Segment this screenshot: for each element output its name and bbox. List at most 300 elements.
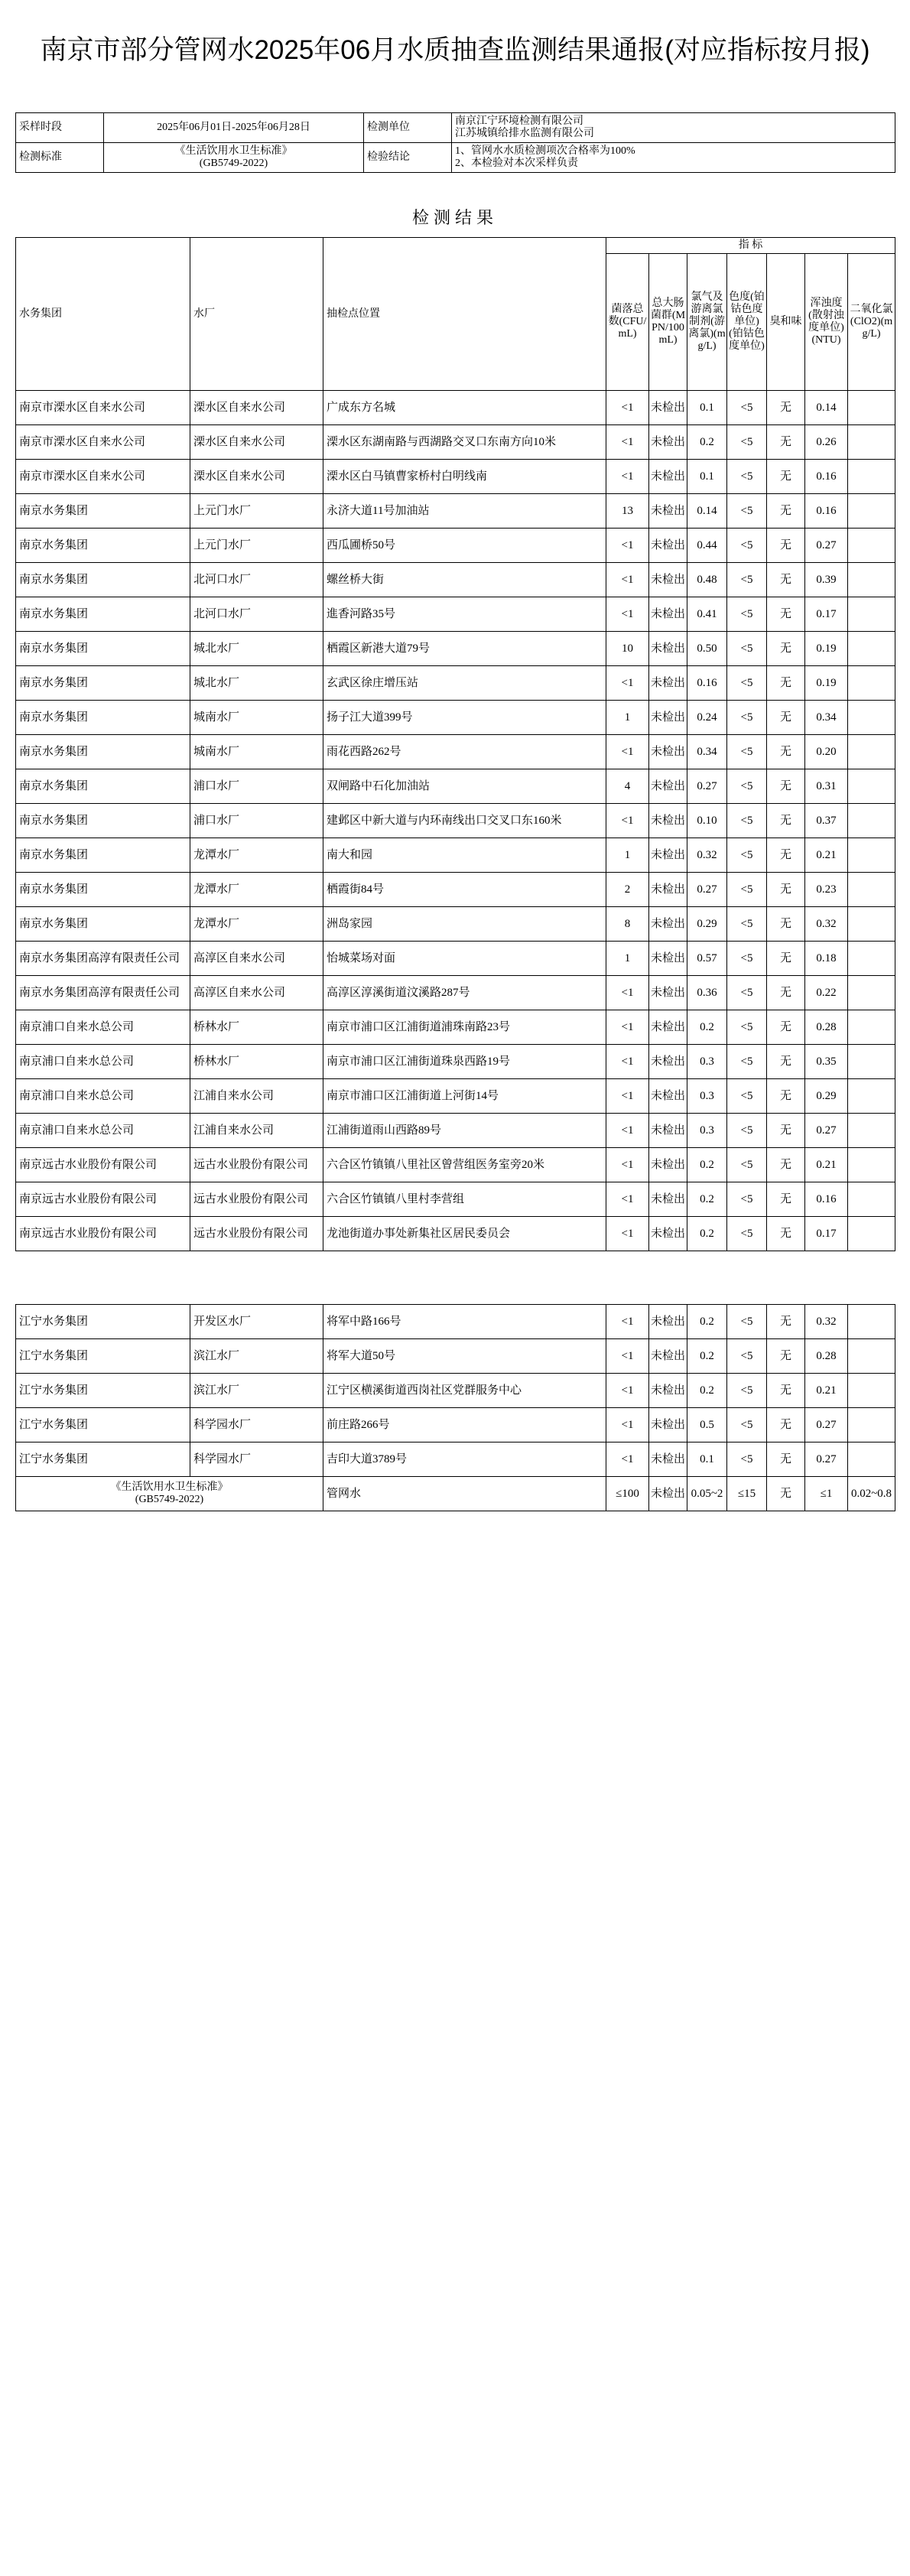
cell-turbidity: 0.27 [805,1408,848,1442]
cell-site: 高淳区淳溪街道汶溪路287号 [323,976,606,1010]
cell-turbidity: 0.39 [805,563,848,597]
cell-cl02 [848,942,895,976]
cell-site: 吉印大道3789号 [323,1442,606,1477]
cell-cl02 [848,1182,895,1217]
table-row [16,1114,895,1148]
cell-chlorine: 0.1 [687,460,727,494]
cell-color: <5 [727,597,767,632]
cell-bacteria: <1 [606,563,649,597]
cell-site: 進香河路35号 [323,597,606,632]
cell-turbidity: 0.21 [805,838,848,873]
cell-site: 怡城菜场对面 [323,942,606,976]
cell-plant: 溧水区自来水公司 [190,425,323,460]
cell-site: 西瓜圃桥50号 [323,529,606,563]
table-row [16,1079,895,1114]
table-row [16,1217,895,1251]
cell-site: 将军大道50号 [323,1339,606,1374]
cell-group: 南京浦口自来水总公司 [16,1045,190,1079]
cell-cl02 [848,666,895,701]
cell-cl02 [848,1442,895,1477]
cell-bacteria: <1 [606,1442,649,1477]
cell-turbidity: 0.20 [805,735,848,769]
cell-site: 六合区竹镇镇八里村李营组 [323,1182,606,1217]
table-row [16,701,895,735]
conclusion-label: 检验结论 [364,143,452,173]
standard-value [104,143,364,173]
period-label: 采样时段 [16,113,104,143]
cell-odor: 无 [767,1148,805,1182]
cell-cl02 [848,976,895,1010]
cell-chlorine: 0.41 [687,597,727,632]
cell-color: <5 [727,529,767,563]
cell-turbidity: 0.34 [805,701,848,735]
cell-color: <5 [727,701,767,735]
header-bacteria: 菌落总数(CFU/mL) [606,254,649,391]
cell-group: 江宁水务集团 [16,1305,190,1339]
results-table [15,237,895,1251]
conclusion-line-1: 1、管网水水质检测项次合格率为100% [455,145,635,157]
cell-chlorine: 0.5 [687,1408,727,1442]
cell-color: <5 [727,391,767,425]
header-coliform: 总大肠菌群(MPN/100mL) [649,254,687,391]
cell-cl02 [848,769,895,804]
table-row [16,1442,895,1477]
table-row [16,391,895,425]
cell-cl02 [848,1339,895,1374]
cell-cl02 [848,597,895,632]
cell-group: 南京浦口自来水总公司 [16,1010,190,1045]
cell-cl02 [848,391,895,425]
cell-coliform: 未检出 [649,735,687,769]
cell-turbidity: 0.28 [805,1010,848,1045]
cell-chlorine: 0.3 [687,1079,727,1114]
cell-odor: 无 [767,1442,805,1477]
cell-bacteria: <1 [606,1114,649,1148]
cell-turbidity: 0.19 [805,666,848,701]
cell-chlorine: 0.16 [687,666,727,701]
cell-odor: 无 [767,460,805,494]
cell-chlorine: 0.48 [687,563,727,597]
cell-plant: 高淳区自来水公司 [190,976,323,1010]
standard-bacteria: ≤100 [606,1477,649,1511]
conclusion-line-2: 2、本检验对本次采样负责 [455,158,578,169]
cell-turbidity: 0.14 [805,391,848,425]
cell-coliform: 未检出 [649,1217,687,1251]
table-row [16,597,895,632]
cell-odor: 无 [767,942,805,976]
cell-group: 南京水务集团高淳有限责任公司 [16,942,190,976]
cell-chlorine: 0.57 [687,942,727,976]
testing-units [452,113,895,143]
header-color: 色度(铂钴色度单位)(铂钴色度单位) [727,254,767,391]
cell-coliform: 未检出 [649,769,687,804]
cell-coliform: 未检出 [649,804,687,838]
table-row [16,563,895,597]
cell-odor: 无 [767,563,805,597]
results-table-jiangning [15,1304,895,1511]
cell-chlorine: 0.2 [687,1339,727,1374]
cell-site: 南京市浦口区江浦街道珠泉西路19号 [323,1045,606,1079]
cell-turbidity: 0.31 [805,769,848,804]
cell-group: 南京水务集团 [16,907,190,942]
cell-color: <5 [727,1442,767,1477]
cell-odor: 无 [767,1114,805,1148]
table-row [16,1305,895,1339]
cell-bacteria: 1 [606,942,649,976]
table-row [16,425,895,460]
cell-plant: 龙潭水厂 [190,907,323,942]
cell-color: <5 [727,1217,767,1251]
header-cl02: 二氧化氯(ClO2)(mg/L) [848,254,895,391]
cell-chlorine: 0.2 [687,1182,727,1217]
cell-group: 南京水务集团 [16,804,190,838]
cell-coliform: 未检出 [649,666,687,701]
cell-bacteria: <1 [606,735,649,769]
cell-odor: 无 [767,1010,805,1045]
cell-bacteria: <1 [606,1305,649,1339]
cell-turbidity: 0.27 [805,529,848,563]
results-section-title: 检测结果 [411,208,498,227]
cell-turbidity: 0.32 [805,907,848,942]
standard-turbidity: ≤1 [805,1477,848,1511]
cell-site: 六合区竹镇镇八里社区曾营组医务室旁20米 [323,1148,606,1182]
standard-color: ≤15 [727,1477,767,1511]
cell-turbidity: 0.32 [805,1305,848,1339]
table-row [16,769,895,804]
cell-coliform: 未检出 [649,1114,687,1148]
table-row [16,976,895,1010]
cell-group: 南京市溧水区自来水公司 [16,391,190,425]
header-group: 水务集团 [16,238,190,391]
cell-coliform: 未检出 [649,1374,687,1408]
table-row [16,529,895,563]
cell-plant: 滨江水厂 [190,1339,323,1374]
cell-plant: 江浦自来水公司 [190,1114,323,1148]
cell-color: <5 [727,425,767,460]
cell-group: 南京远古水业股份有限公司 [16,1217,190,1251]
cell-cl02 [848,494,895,529]
standard-code: (GB5749-2022) [199,158,268,169]
cell-group: 江宁水务集团 [16,1374,190,1408]
cell-turbidity: 0.21 [805,1374,848,1408]
cell-color: <5 [727,1408,767,1442]
header-indicators: 指 标 [606,238,895,254]
cell-turbidity: 0.16 [805,1182,848,1217]
cell-plant: 高淳区自来水公司 [190,942,323,976]
cell-site: 扬子江大道399号 [323,701,606,735]
cell-group: 南京水务集团 [16,597,190,632]
cell-chlorine: 0.50 [687,632,727,666]
cell-coliform: 未检出 [649,632,687,666]
table-row [16,460,895,494]
cell-color: <5 [727,1182,767,1217]
cell-plant: 溧水区自来水公司 [190,460,323,494]
cell-cl02 [848,1045,895,1079]
cell-bacteria: <1 [606,425,649,460]
cell-group: 南京水务集团 [16,563,190,597]
cell-plant: 滨江水厂 [190,1374,323,1408]
cell-site: 南大和园 [323,838,606,873]
cell-color: <5 [727,873,767,907]
cell-plant: 江浦自来水公司 [190,1079,323,1114]
table-row [16,804,895,838]
cell-color: <5 [727,1079,767,1114]
cell-bacteria: <1 [606,804,649,838]
cell-chlorine: 0.34 [687,735,727,769]
cell-coliform: 未检出 [649,942,687,976]
cell-site: 溧水区白马镇曹家桥村白明线南 [323,460,606,494]
cell-chlorine: 0.24 [687,701,727,735]
cell-plant: 远古水业股份有限公司 [190,1217,323,1251]
cell-bacteria: 1 [606,701,649,735]
cell-coliform: 未检出 [649,976,687,1010]
cell-group: 南京水务集团 [16,838,190,873]
cell-odor: 无 [767,1079,805,1114]
cell-bacteria: <1 [606,460,649,494]
cell-turbidity: 0.35 [805,1045,848,1079]
cell-plant: 桥林水厂 [190,1010,323,1045]
cell-plant: 开发区水厂 [190,1305,323,1339]
table-row [16,494,895,529]
table-row [16,907,895,942]
table-row [16,1374,895,1408]
sampling-info-table [15,112,895,173]
standard-chlorine: 0.05~2 [687,1477,727,1511]
cell-odor: 无 [767,907,805,942]
cell-coliform: 未检出 [649,907,687,942]
cell-odor: 无 [767,1182,805,1217]
cell-cl02 [848,735,895,769]
cell-bacteria: 13 [606,494,649,529]
table-row [16,735,895,769]
cell-chlorine: 0.27 [687,873,727,907]
cell-odor: 无 [767,838,805,873]
cell-coliform: 未检出 [649,1339,687,1374]
cell-color: <5 [727,942,767,976]
cell-turbidity: 0.29 [805,1079,848,1114]
standard-coliform: 未检出 [649,1477,687,1511]
cell-coliform: 未检出 [649,563,687,597]
cell-cl02 [848,529,895,563]
cell-odor: 无 [767,769,805,804]
table-row [16,1010,895,1045]
cell-color: <5 [727,563,767,597]
cell-color: <5 [727,769,767,804]
cell-bacteria: 2 [606,873,649,907]
cell-bacteria: 10 [606,632,649,666]
cell-color: <5 [727,735,767,769]
cell-plant: 科学园水厂 [190,1408,323,1442]
cell-plant: 上元门水厂 [190,529,323,563]
cell-group: 江宁水务集团 [16,1339,190,1374]
cell-turbidity: 0.27 [805,1442,848,1477]
cell-site: 双闸路中石化加油站 [323,769,606,804]
cell-chlorine: 0.1 [687,1442,727,1477]
cell-cl02 [848,1217,895,1251]
cell-group: 南京远古水业股份有限公司 [16,1182,190,1217]
cell-group: 南京市溧水区自来水公司 [16,425,190,460]
cell-cl02 [848,563,895,597]
cell-odor: 无 [767,597,805,632]
cell-odor: 无 [767,1217,805,1251]
cell-group: 南京水务集团 [16,873,190,907]
cell-plant: 科学园水厂 [190,1442,323,1477]
cell-turbidity: 0.22 [805,976,848,1010]
cell-bacteria: <1 [606,1408,649,1442]
cell-turbidity: 0.21 [805,1148,848,1182]
cell-plant: 溧水区自来水公司 [190,391,323,425]
cell-coliform: 未检出 [649,838,687,873]
cell-odor: 无 [767,1374,805,1408]
table-row [16,1408,895,1442]
table-row [16,942,895,976]
cell-bacteria: <1 [606,1182,649,1217]
cell-color: <5 [727,460,767,494]
cell-coliform: 未检出 [649,1148,687,1182]
cell-coliform: 未检出 [649,1182,687,1217]
page-title: 南京市部分管网水2025年06月水质抽查监测结果通报(对应指标按月报) [40,35,870,65]
cell-turbidity: 0.26 [805,425,848,460]
cell-cl02 [848,1010,895,1045]
cell-turbidity: 0.16 [805,460,848,494]
cell-odor: 无 [767,701,805,735]
cell-odor: 无 [767,632,805,666]
cell-coliform: 未检出 [649,597,687,632]
cell-plant: 北河口水厂 [190,597,323,632]
header-chlorine: 氯气及游离氯制剂(游离氯)(mg/L) [687,254,727,391]
cell-site: 玄武区徐庄增压站 [323,666,606,701]
cell-plant: 城南水厂 [190,701,323,735]
cell-color: <5 [727,1114,767,1148]
cell-odor: 无 [767,1305,805,1339]
cell-plant: 城南水厂 [190,735,323,769]
testing-unit-1: 南京江宁环境检测有限公司 [455,115,583,127]
cell-coliform: 未检出 [649,460,687,494]
cell-bacteria: <1 [606,1079,649,1114]
cell-site: 螺丝桥大街 [323,563,606,597]
cell-group: 南京水务集团高淳有限责任公司 [16,976,190,1010]
testing-unit-2: 江苏城镇给排水监测有限公司 [455,128,594,139]
cell-coliform: 未检出 [649,1442,687,1477]
standard-row-name: 《生活饮用水卫生标准》 [110,1482,229,1493]
cell-turbidity: 0.28 [805,1339,848,1374]
header-turbidity: 浑浊度(散射浊度单位)(NTU) [805,254,848,391]
cell-coliform: 未检出 [649,873,687,907]
table-row [16,666,895,701]
cell-cl02 [848,873,895,907]
cell-bacteria: <1 [606,391,649,425]
cell-group: 南京水务集团 [16,769,190,804]
cell-odor: 无 [767,804,805,838]
cell-odor: 无 [767,1045,805,1079]
standard-odor: 无 [767,1477,805,1511]
cell-cl02 [848,1114,895,1148]
header-odor: 臭和味 [767,254,805,391]
cell-turbidity: 0.17 [805,1217,848,1251]
unit-label: 检测单位 [364,113,452,143]
standard-label: 检测标准 [16,143,104,173]
cell-cl02 [848,1408,895,1442]
cell-coliform: 未检出 [649,1408,687,1442]
cell-bacteria: 1 [606,838,649,873]
cell-cl02 [848,804,895,838]
cell-group: 南京水务集团 [16,632,190,666]
cell-plant: 上元门水厂 [190,494,323,529]
cell-bacteria: <1 [606,1010,649,1045]
cell-odor: 无 [767,494,805,529]
standard-row-site: 管网水 [323,1477,606,1511]
cell-group: 南京水务集团 [16,529,190,563]
cell-bacteria: 8 [606,907,649,942]
cell-site: 栖霞街84号 [323,873,606,907]
cell-coliform: 未检出 [649,1305,687,1339]
cell-coliform: 未检出 [649,529,687,563]
cell-cl02 [848,907,895,942]
cell-color: <5 [727,804,767,838]
cell-site: 南京市浦口区江浦街道浦珠南路23号 [323,1010,606,1045]
cell-turbidity: 0.17 [805,597,848,632]
cell-group: 南京市溧水区自来水公司 [16,460,190,494]
cell-odor: 无 [767,391,805,425]
cell-color: <5 [727,1305,767,1339]
cell-plant: 远古水业股份有限公司 [190,1182,323,1217]
cell-plant: 浦口水厂 [190,804,323,838]
cell-site: 广成东方名城 [323,391,606,425]
cell-group: 南京水务集团 [16,735,190,769]
cell-cl02 [848,838,895,873]
cell-chlorine: 0.2 [687,1148,727,1182]
cell-chlorine: 0.2 [687,425,727,460]
table-row [16,1045,895,1079]
cell-turbidity: 0.37 [805,804,848,838]
cell-plant: 桥林水厂 [190,1045,323,1079]
table-row [16,873,895,907]
cell-bacteria: <1 [606,1217,649,1251]
cell-coliform: 未检出 [649,494,687,529]
cell-plant: 城北水厂 [190,632,323,666]
cell-chlorine: 0.32 [687,838,727,873]
cell-color: <5 [727,1010,767,1045]
cell-cl02 [848,425,895,460]
table-row [16,1182,895,1217]
cell-group: 南京浦口自来水总公司 [16,1079,190,1114]
cell-coliform: 未检出 [649,391,687,425]
cell-color: <5 [727,494,767,529]
cell-color: <5 [727,1339,767,1374]
cell-bacteria: <1 [606,1339,649,1374]
cell-group: 江宁水务集团 [16,1442,190,1477]
cell-bacteria: <1 [606,976,649,1010]
cell-turbidity: 0.19 [805,632,848,666]
cell-chlorine: 0.3 [687,1045,727,1079]
conclusion-value [452,143,895,173]
cell-color: <5 [727,666,767,701]
cell-color: <5 [727,1148,767,1182]
header-site: 抽检点位置 [323,238,606,391]
cell-color: <5 [727,1045,767,1079]
cell-chlorine: 0.2 [687,1305,727,1339]
cell-bacteria: <1 [606,1045,649,1079]
cell-chlorine: 0.2 [687,1010,727,1045]
cell-plant: 城北水厂 [190,666,323,701]
cell-turbidity: 0.27 [805,1114,848,1148]
cell-chlorine: 0.2 [687,1217,727,1251]
cell-odor: 无 [767,976,805,1010]
cell-plant: 龙潭水厂 [190,873,323,907]
cell-site: 江浦街道雨山西路89号 [323,1114,606,1148]
cell-cl02 [848,460,895,494]
cell-site: 前庄路266号 [323,1408,606,1442]
